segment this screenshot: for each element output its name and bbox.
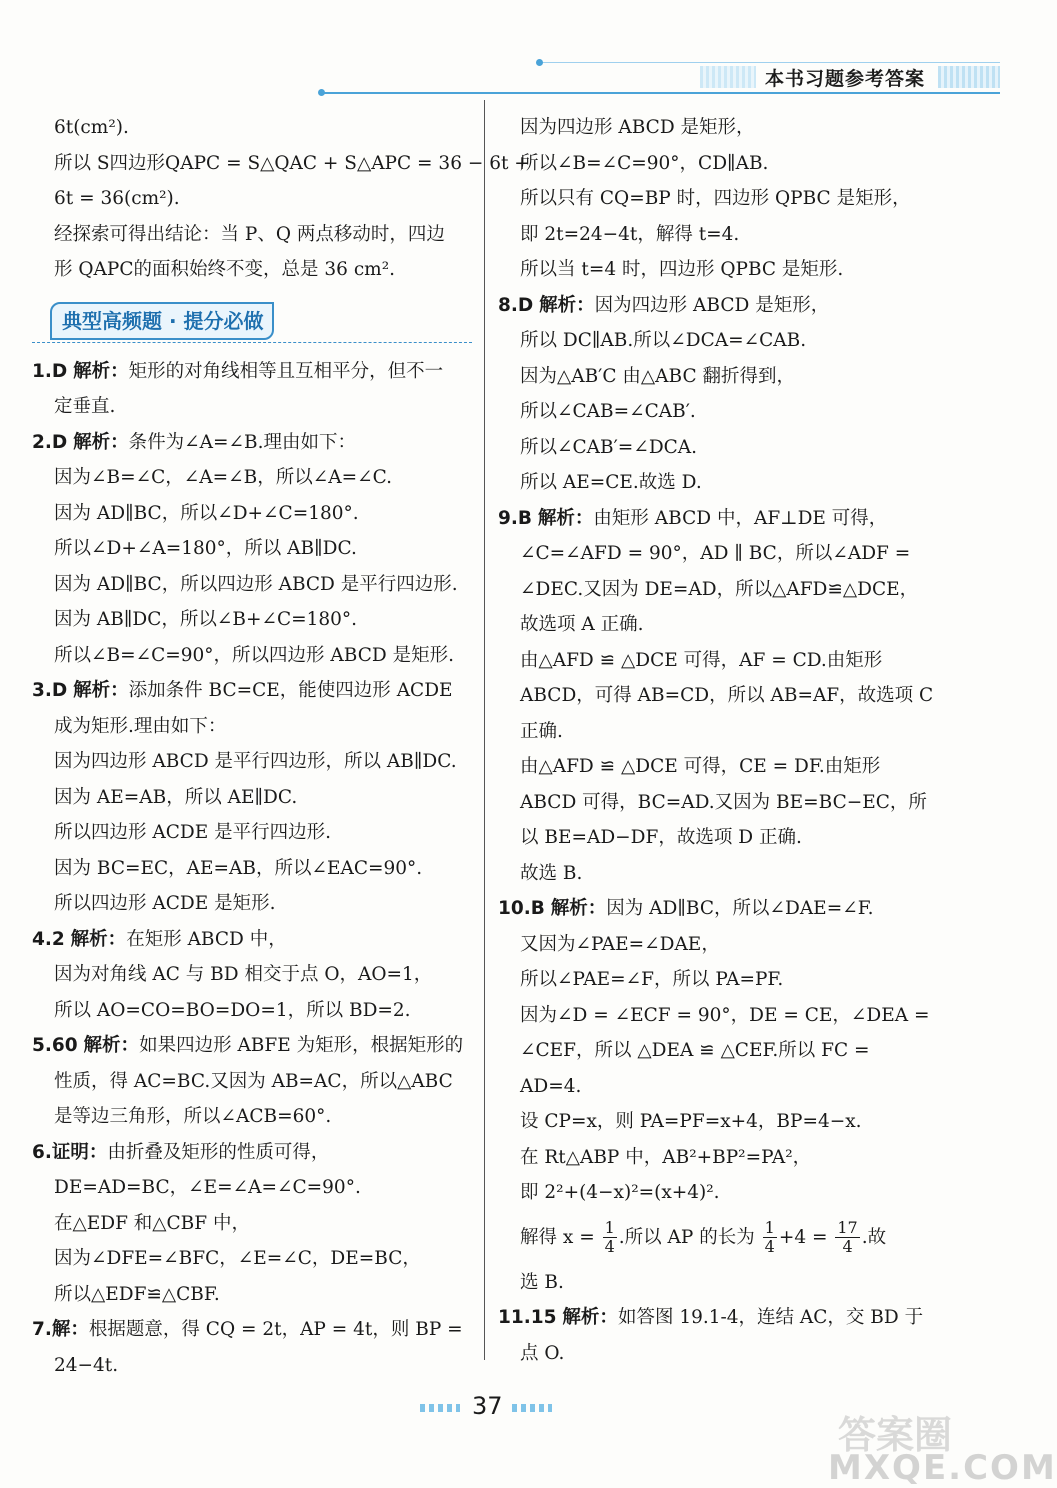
question-text: 由矩形 ABCD 中，AF⊥DE 可得， xyxy=(593,507,888,529)
question-8 xyxy=(498,288,938,324)
question-number: 7.解： xyxy=(32,1319,89,1340)
question-9 xyxy=(498,501,938,537)
fraction-denominator: 4 xyxy=(604,1237,615,1256)
fraction-denominator: 4 xyxy=(842,1237,853,1256)
text-line: 所以当 t=4 时，四边形 QPBC 是矩形. xyxy=(520,259,844,280)
text-line: 性质，得 AC=BC.又因为 AB=AC，所以△ABC xyxy=(54,1070,453,1092)
text-line: 6t(cm²). xyxy=(54,117,129,138)
text-line: 所以四边形 ACDE 是平行四边形. xyxy=(54,822,331,843)
question-text: 矩形的对角线相等且互相平分，但不一 xyxy=(128,360,444,382)
text-line: ABCD，可得 AB=CD，所以 AB=AF，故选项 C xyxy=(520,685,934,706)
question-text: 如果四边形 ABFE 为矩形，根据矩形的 xyxy=(139,1035,464,1056)
analysis-label: 解析： xyxy=(73,431,129,453)
question-text: 因为 AD∥BC，所以∠DAE=∠F. xyxy=(606,898,874,919)
text-line: 所以∠B=∠C=90°，CD∥AB. xyxy=(520,152,769,174)
question-number: 9.B xyxy=(498,507,533,529)
question-number: 3.D xyxy=(32,680,68,701)
question-text: 因为四边形 ABCD 是矩形， xyxy=(594,294,830,316)
text-line: 所以∠CAB=∠CAB′. xyxy=(520,401,696,422)
question-text: 添加条件 BC=CE，能使四边形 ACDE xyxy=(128,680,453,701)
page-number-decor-left xyxy=(420,1404,460,1412)
header-dot-icon xyxy=(536,59,543,66)
text-line: 所以∠D+∠A=180°，所以 AB∥DC. xyxy=(54,538,357,559)
question-text: 由折叠及矩形的性质可得， xyxy=(107,1141,330,1163)
text-line: 因为∠DFE=∠BFC，∠E=∠C，DE=BC， xyxy=(54,1248,421,1269)
fraction-seventeen-quarters xyxy=(835,1219,859,1256)
text-line: 定垂直. xyxy=(54,396,116,417)
text-line: 选 B. xyxy=(520,1271,564,1293)
text-line: 所以只有 CQ=BP 时，四边形 QPBC 是矩形， xyxy=(520,188,911,209)
question-number: 2.D xyxy=(32,431,68,453)
text-line: 因为对角线 AC 与 BD 相交于点 O，AO=1， xyxy=(54,964,433,985)
analysis-label: 解析： xyxy=(83,1035,140,1056)
text-line: 以 BE=AD−DF，故选项 D 正确. xyxy=(520,827,802,848)
question-number: 6.证明： xyxy=(32,1141,108,1163)
text-line: 所以四边形 ACDE 是矩形. xyxy=(54,893,276,914)
question-number: 10.B xyxy=(498,898,545,919)
section-title: 典型高频题 · 提分必做 xyxy=(50,302,274,340)
question-number: 1.D xyxy=(32,360,68,382)
text-line: 由△AFD ≌ △DCE 可得，CE = DF.由矩形 xyxy=(520,756,881,777)
header-decor-strip-right xyxy=(938,66,1000,88)
question-text: 如答图 19.1-4，连结 AC，交 BD 于 xyxy=(617,1307,924,1328)
text-line: 因为 AB∥DC，所以∠B+∠C=180°. xyxy=(54,609,358,630)
text-line: 因为 BC=EC，AE=AB，所以∠EAC=90°. xyxy=(54,857,423,879)
text-line: 因为 AD∥BC，所以四边形 ABCD 是平行四边形. xyxy=(54,573,458,595)
section-rule xyxy=(32,342,472,344)
header-thin-rule xyxy=(540,62,1000,63)
text-line: 所以 AO=CO=BO=DO=1，所以 BD=2. xyxy=(54,999,411,1021)
text-line: 故选项 A 正确. xyxy=(520,614,644,635)
text-line: 是等边三角形，所以∠ACB=60°. xyxy=(54,1106,332,1127)
right-column xyxy=(498,110,938,1371)
watermark-text: MXQE.COM xyxy=(828,1448,1057,1488)
text-line: 故选 B. xyxy=(520,862,583,884)
header-rule xyxy=(320,92,1000,94)
text-line: 经探索可得出结论：当 P、Q 两点移动时，四边 xyxy=(54,223,445,245)
text-line: 因为△AB′C 由△ABC 翻折得到， xyxy=(520,365,795,387)
section-heading xyxy=(32,296,472,348)
fraction-numerator: 17 xyxy=(837,1218,858,1237)
text-line: 由△AFD ≌ △DCE 可得，AF = CD.由矩形 xyxy=(520,649,883,671)
header-dot-icon xyxy=(318,89,325,96)
text-line: 成为矩形.理由如下： xyxy=(54,715,227,737)
column-divider xyxy=(484,100,485,1360)
text-line: 在△EDF 和△CBF 中， xyxy=(54,1212,250,1234)
text-line: 24−4t. xyxy=(54,1354,119,1376)
page-number: 37 xyxy=(472,1392,503,1420)
solution-end: .故 xyxy=(861,1226,887,1248)
question-7 xyxy=(32,1312,472,1348)
text-line: 所以∠B=∠C=90°，所以四边形 ABCD 是矩形. xyxy=(54,644,454,666)
header-decor-strip xyxy=(700,66,756,88)
question-6 xyxy=(32,1135,472,1171)
question-text: 在矩形 ABCD 中， xyxy=(126,928,287,950)
text-line: 因为 AD∥BC，所以∠D+∠C=180°. xyxy=(54,502,359,524)
text-line: 所以∠CAB′=∠DCA. xyxy=(520,436,698,458)
text-line: 因为∠B=∠C，∠A=∠B，所以∠A=∠C. xyxy=(54,467,392,488)
page-header xyxy=(0,0,1000,110)
text-line: 形 QAPC的面积始终不变，总是 36 cm². xyxy=(54,259,396,280)
text-line: 因为∠D = ∠ECF = 90°，DE = CE，∠DEA = xyxy=(520,1004,930,1026)
text-line: 在 Rt△ABP 中，AB²+BP²=PA²， xyxy=(520,1146,812,1168)
question-1 xyxy=(32,354,472,390)
solution-prefix: 解得 x = xyxy=(520,1226,595,1248)
text-line: ABCD 可得，BC=AD.又因为 BE=BC−EC，所 xyxy=(520,791,927,813)
header-title: 本书习题参考答案 xyxy=(765,68,926,90)
text-line: DE=AD=BC，∠E=∠A=∠C=90°. xyxy=(54,1177,361,1198)
text-line: 所以 AE=CE.故选 D. xyxy=(520,472,702,493)
text-line: 设 CP=x，则 PA=PF=x+4，BP=4−x. xyxy=(520,1111,862,1132)
text-line: 所以 S四边形QAPC = S△QAC + S△APC = 36 − 6t + xyxy=(54,152,530,174)
text-line: 即 2²+(4−x)²=(x+4)². xyxy=(520,1182,720,1203)
fraction-one-quarter xyxy=(763,1219,777,1256)
text-line: AD=4. xyxy=(520,1075,582,1097)
solution-line xyxy=(498,1211,938,1265)
analysis-label: 解析： xyxy=(73,360,129,382)
text-line: 所以 DC∥AB.所以∠DCA=∠CAB. xyxy=(520,330,807,351)
text-line: 6t = 36(cm²). xyxy=(54,188,180,209)
question-10 xyxy=(498,891,938,927)
question-4 xyxy=(32,922,472,958)
analysis-label: 解析： xyxy=(550,898,607,919)
question-11 xyxy=(498,1300,938,1336)
page-number-decor-right xyxy=(512,1404,552,1412)
analysis-label: 解析： xyxy=(562,1307,618,1328)
fraction-denominator: 4 xyxy=(764,1237,775,1256)
text-line: 所以∠PAE=∠F，所以 PA=PF. xyxy=(520,969,784,990)
text-line: 因为 AE=AB，所以 AE∥DC. xyxy=(54,786,298,808)
text-line: 因为四边形 ABCD 是矩形， xyxy=(520,117,755,138)
analysis-label: 解析： xyxy=(537,507,594,529)
text-line: 又因为∠PAE=∠DAE， xyxy=(520,933,720,955)
question-number: 8.D xyxy=(498,294,534,316)
solution-mid2: +4 = xyxy=(778,1226,828,1248)
text-line: 即 2t=24−4t，解得 t=4. xyxy=(520,223,740,245)
text-line: 正确. xyxy=(520,720,563,742)
solution-mid: .所以 AP 的长为 xyxy=(618,1226,755,1248)
text-line: 所以△EDF≌△CBF. xyxy=(54,1283,220,1305)
text-line: 点 O. xyxy=(520,1342,565,1364)
text-line: ∠CEF，所以 △DEA ≌ △CEF.所以 FC = xyxy=(520,1040,870,1061)
fraction-numerator: 1 xyxy=(764,1218,775,1237)
question-text: 根据题意，得 CQ = 2t，AP = 4t，则 BP = xyxy=(88,1319,463,1340)
analysis-label: 解析： xyxy=(73,680,129,701)
question-3 xyxy=(32,673,472,709)
text-line: 因为四边形 ABCD 是平行四边形，所以 AB∥DC. xyxy=(54,751,457,772)
analysis-label: 解析： xyxy=(70,928,127,950)
fraction-one-quarter xyxy=(603,1219,617,1256)
text-line: ∠DEC.又因为 DE=AD，所以△AFD≌△DCE， xyxy=(520,578,919,600)
question-text: 条件为∠A=∠B.理由如下： xyxy=(128,431,357,453)
text-line: ∠C=∠AFD = 90°，AD ∥ BC，所以∠ADF = xyxy=(520,543,911,564)
question-5 xyxy=(32,1028,472,1064)
analysis-label: 解析： xyxy=(539,294,595,316)
watermark-logo: 答案圈 xyxy=(838,1413,953,1457)
question-number: 5.60 xyxy=(32,1035,78,1056)
fraction-numerator: 1 xyxy=(604,1218,615,1237)
question-number: 11.15 xyxy=(498,1307,557,1328)
question-2 xyxy=(32,425,472,461)
question-number: 4.2 xyxy=(32,928,65,950)
